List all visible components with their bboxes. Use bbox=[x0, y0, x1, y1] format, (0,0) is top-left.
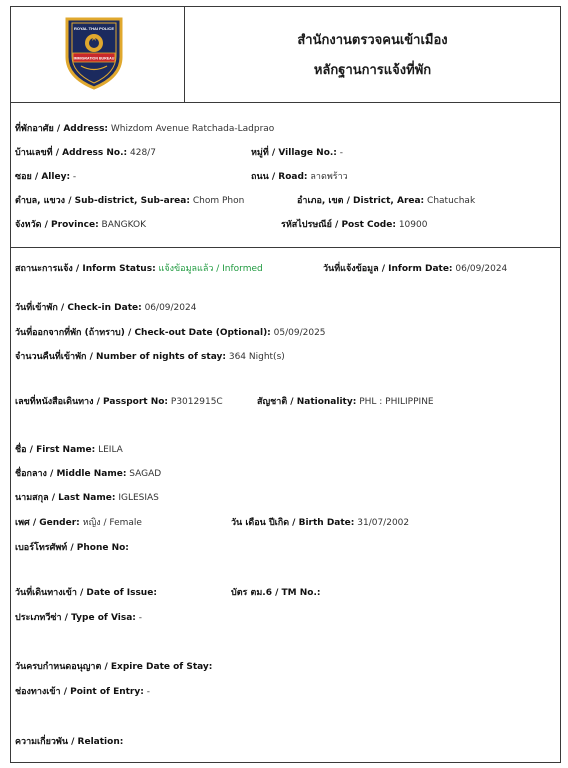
status-row bbox=[15, 263, 263, 275]
address-value: Whizdom Avenue Ratchada-Ladprao bbox=[110, 124, 275, 134]
province-row bbox=[15, 219, 146, 231]
section-divider bbox=[11, 247, 560, 248]
inform-date-value: 06/09/2024 bbox=[455, 264, 508, 274]
phone-row bbox=[15, 542, 129, 554]
nights-row bbox=[15, 351, 285, 363]
village-label: หมู่ที่ / Village No.: bbox=[251, 148, 337, 158]
lastname-value: IGLESIAS bbox=[118, 493, 159, 503]
tm-label: บัตร ตม.6 / TM No.: bbox=[231, 588, 321, 598]
expire-label: วันครบกำหนดอนุญาต / Expire Date of Stay: bbox=[15, 662, 213, 672]
middlename-value: SAGAD bbox=[129, 469, 162, 479]
inform-date-label: วันที่แจ้งข้อมูล / Inform Date: bbox=[323, 264, 453, 274]
gender-row bbox=[15, 517, 142, 529]
inform-date-row bbox=[323, 263, 507, 275]
middlename-row bbox=[15, 468, 161, 480]
visa-row bbox=[15, 612, 142, 624]
nights-label: จำนวนคืนที่เข้าพัก / Number of nights of stay: bbox=[15, 352, 226, 362]
nights-value: 364 Night(s) bbox=[228, 352, 285, 362]
middlename-label: ชื่อกลาง / Middle Name: bbox=[15, 469, 127, 479]
expire-row bbox=[15, 661, 212, 673]
address-no-row bbox=[15, 147, 156, 159]
lastname-label: นามสกุล / Last Name: bbox=[15, 493, 116, 503]
passport-row bbox=[15, 396, 223, 408]
badge-top-text: ROYAL THAI POLICE bbox=[73, 26, 115, 31]
birthdate-label: วัน เดือน ปีเกิด / Birth Date: bbox=[231, 518, 355, 528]
district-value: Chatuchak bbox=[427, 196, 476, 206]
address-label: ที่พักอาศัย / Address: bbox=[15, 124, 109, 134]
lastname-row bbox=[15, 492, 159, 504]
entry-label: ช่องทางเข้า / Point of Entry: bbox=[15, 687, 144, 697]
entry-row bbox=[15, 686, 150, 698]
address-no-value: 428/7 bbox=[130, 148, 156, 158]
road-row bbox=[251, 171, 348, 183]
firstname-value: LEILA bbox=[98, 445, 123, 455]
district-row bbox=[297, 195, 475, 207]
gender-value: หญิง / Female bbox=[82, 518, 142, 528]
checkout-label: วันที่ออกจากที่พัก (ถ้าทราบ) / Check-out Date (Optional): bbox=[15, 328, 271, 338]
village-row bbox=[251, 147, 343, 159]
phone-label: เบอร์โทรศัพท์ / Phone No: bbox=[15, 543, 129, 553]
immigration-bureau-badge bbox=[63, 13, 125, 91]
document-header bbox=[11, 7, 560, 103]
birthdate-value: 31/07/2002 bbox=[357, 518, 410, 528]
province-value: BANGKOK bbox=[101, 220, 146, 230]
province-label: จังหวัด / Province: bbox=[15, 220, 99, 230]
postcode-label: รหัสไปรษณีย์ / Post Code: bbox=[281, 220, 396, 230]
visa-value: - bbox=[138, 613, 142, 623]
nationality-value: PHL : PHILIPPINE bbox=[359, 397, 434, 407]
alley-row bbox=[15, 171, 76, 183]
village-value: - bbox=[339, 148, 344, 158]
document-subtitle: หลักฐานการแจ้งที่พัก bbox=[313, 63, 432, 78]
alley-value: - bbox=[72, 172, 77, 182]
firstname-label: ชื่อ / First Name: bbox=[15, 445, 96, 455]
issue-label: วันที่เดินทางเข้า / Date of Issue: bbox=[15, 588, 157, 598]
nationality-label: สัญชาติ / Nationality: bbox=[257, 397, 357, 407]
entry-value: - bbox=[146, 687, 150, 697]
visa-label: ประเภทวีซ่า / Type of Visa: bbox=[15, 613, 136, 623]
gender-label: เพศ / Gender: bbox=[15, 518, 80, 528]
title-cell bbox=[185, 7, 560, 103]
address-no-label: บ้านเลขที่ / Address No.: bbox=[15, 148, 128, 158]
passport-label: เลขที่หนังสือเดินทาง / Passport No: bbox=[15, 397, 169, 407]
subdistrict-value: Chom Phon bbox=[192, 196, 245, 206]
road-label: ถนน / Road: bbox=[251, 172, 308, 182]
badge-ribbon-text: IMMIGRATION BUREAU bbox=[73, 56, 115, 61]
subdistrict-row bbox=[15, 195, 244, 207]
relation-label: ความเกี่ยวพัน / Relation: bbox=[15, 737, 124, 747]
nationality-row bbox=[257, 396, 434, 408]
passport-value: P3012915C bbox=[170, 397, 223, 407]
document-title: สำนักงานตรวจคนเข้าเมือง bbox=[297, 33, 448, 48]
road-value: ลาดพร้าว bbox=[310, 172, 348, 182]
alley-label: ซอย / Alley: bbox=[15, 172, 71, 182]
checkin-row bbox=[15, 302, 196, 314]
status-label: สถานะการแจ้ง / Inform Status: bbox=[15, 264, 156, 274]
logo-cell bbox=[11, 7, 185, 103]
status-value: แจ้งข้อมูลแล้ว / Informed bbox=[158, 264, 263, 274]
postcode-row bbox=[281, 219, 427, 231]
checkin-label: วันที่เข้าพัก / Check-in Date: bbox=[15, 303, 142, 313]
birthdate-row bbox=[231, 517, 409, 529]
subdistrict-label: ตำบล, แขวง / Sub-district, Sub-area: bbox=[15, 196, 190, 206]
checkout-row bbox=[15, 327, 326, 339]
district-label: อำเภอ, เขต / District, Area: bbox=[297, 196, 425, 206]
checkout-value: 05/09/2025 bbox=[273, 328, 326, 338]
issue-row bbox=[15, 587, 157, 599]
tm-row bbox=[231, 587, 321, 599]
checkin-value: 06/09/2024 bbox=[144, 303, 197, 313]
firstname-row bbox=[15, 444, 123, 456]
address-row bbox=[15, 123, 274, 135]
document-frame bbox=[10, 6, 561, 763]
relation-row bbox=[15, 736, 123, 748]
postcode-value: 10900 bbox=[398, 220, 428, 230]
